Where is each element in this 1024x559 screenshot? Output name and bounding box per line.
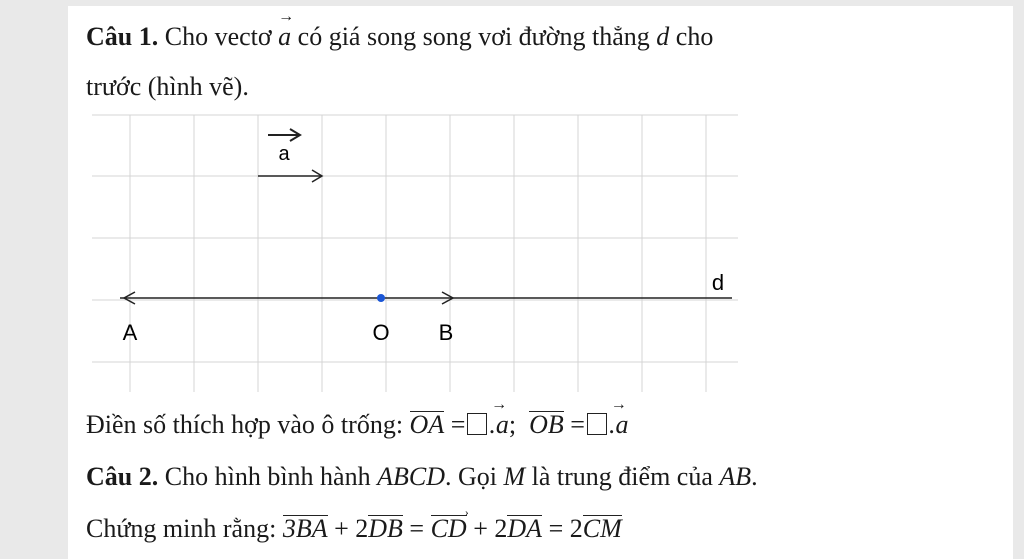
q2-m: M [503,462,526,491]
vector-a-term: → .a [489,396,509,439]
vector-cd: CD › [430,505,469,543]
q1-text-rest: có giá song song vơi đường thẳng [297,22,650,51]
q2-abcd: ABCD [377,462,445,491]
answer-box-oa[interactable] [467,413,487,435]
q2-plus-2: + 2 [473,514,508,543]
fill-instruction: Điền số thích hợp vào ô trống: [86,410,404,439]
vector-a-arrow [258,129,322,182]
equals-sign: = [450,410,466,439]
vector-a-label: a [278,143,290,165]
question-2-line-1 [86,462,758,492]
vector-a-term-2: → .a [608,396,629,439]
question-2-label: Câu 2. [86,462,159,491]
question-1-fill-line [86,396,629,440]
vector-a-symbol: → a [278,8,295,51]
q2-text: Cho hình bình hành [164,462,371,491]
question-1-line-2: trước (hình vẽ). [86,72,249,101]
question-1-label: Câu 1. [86,22,159,51]
q2-ab: AB [719,462,752,491]
separator: ; [508,410,517,439]
q2-equals-1: = [409,514,425,543]
line-d-label: d [711,270,725,295]
q2-plus-1: + 2 [334,514,369,543]
answer-box-ob[interactable] [587,413,607,435]
q2-equals-2: = 2 [548,514,583,543]
vector-da: DA [507,514,543,543]
q2-prove-text: Chứng minh rằng: [86,514,277,543]
vector-3ba: 3BA [282,514,328,543]
line-d-symbol: d [656,22,670,51]
question-2-line-2 [86,505,622,544]
vector-oa: OA [409,410,445,439]
q2-text-3: là trung điểm của [531,462,713,491]
point-a-label: A [122,320,138,345]
vector-db: DB [368,514,403,543]
point-o-label: O [372,320,390,345]
q1-text: Cho vectơ [164,22,272,51]
q2-text-2: . Gọi [444,462,497,491]
point-b-label: B [438,320,454,345]
equals-sign-2: = [570,410,585,439]
vector-cm: CM [582,514,622,543]
vector-ob: OB [529,410,564,439]
point-o-dot [377,294,385,302]
q1-text-end: cho [675,22,714,51]
q2-period: . [751,462,758,491]
